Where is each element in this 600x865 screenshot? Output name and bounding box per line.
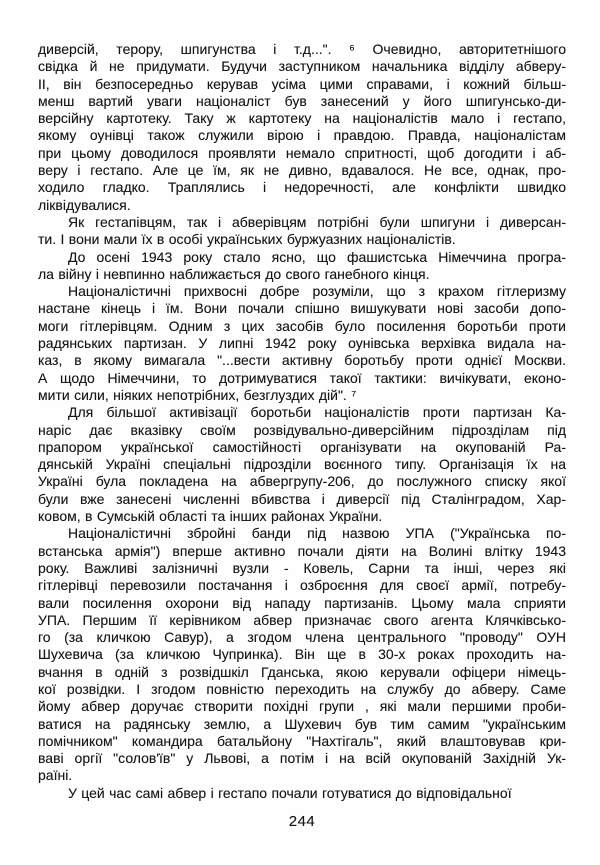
text-line: ватися на радянську землю, а Шухевич був тим самим "українським (38, 715, 566, 732)
text-line: УПА. Першим її керівником абвер призначає свого агента Клячківсько- (38, 611, 566, 628)
paragraph (38, 283, 566, 404)
text-line: Україні була покладена на абвергрупу-206, до послужного списку якої (38, 473, 566, 490)
text-line: Націоналістичні прихвосні добре розуміли, що з крахом гітлеризму (68, 283, 566, 300)
text-line: прапором української самостійності організувати на окупованій Ра- (38, 438, 566, 455)
text-line: версійну картотеку. Таку ж картотеку на націоналістів мало і гестапо, (38, 110, 566, 127)
paragraph (38, 525, 566, 784)
page-number: 244 (288, 813, 316, 831)
text-line: вчання в одній з розвідшкіл Гданська, якою керували офіцери німець- (38, 663, 566, 680)
text-line: моги гітлерівцям. Одним з цих засобів було посилення боротьби проти (38, 317, 566, 334)
text-line: радянських партизан. У липні 1942 року оунівська верхівка видала на- (38, 335, 566, 352)
text-line: якому оунівці також служили вірою і правдою. Правда, націоналістам (38, 127, 566, 144)
text-line: Націоналістичні збройні банди під назвою УПА ("Українська по- (68, 525, 566, 542)
text-line: кої розвідки. І згодом повністю переходить на службу до абверу. Саме (38, 680, 566, 697)
text-line: ковом, в Сумській області та інших районах України. (38, 508, 383, 525)
text-line: ІІ, він безпосередньо керував усіма цими справами, і кожний більш- (38, 75, 566, 92)
paragraph (38, 214, 566, 249)
text-line: вали посилення охорони від нападу партизанів. Цьому мала сприяти (38, 594, 566, 611)
text-line: року. Важливі залізничні вузли - Ковель, Сарни та інші, через які (38, 559, 566, 576)
paragraph (38, 249, 566, 284)
text-line: го (за кличкою Савур), а згодом члена центрального "проводу" ОУН (38, 629, 566, 646)
text-line: раїні. (38, 767, 73, 784)
text-line: ходило гладко. Траплялись і недоречності, але конфлікти швидко (38, 179, 566, 196)
text-line: А щодо Німеччини, то дотримуватися такої тактики: вичікувати, еконо- (38, 369, 566, 386)
text-line: наріс дає вказівку своїм розвідувально-диверсійним підрозділам під (38, 421, 566, 438)
text-line: Для більшої активізації боротьби націоналістів проти партизан Ка- (68, 404, 566, 421)
text-line: менш вартий уваги націоналіст був занесений у його шпигунсько-ди- (38, 92, 566, 109)
text-line: настане кінець і їм. Вони почали спішно вишукувати нові засоби допо- (38, 300, 566, 317)
text-line: каз, в якому вимагала "...вести активну боротьбу проти однієї Москви. (38, 352, 566, 369)
text-line: встанська армія") вперше активно почали діяти на Волині влітку 1943 (38, 542, 566, 559)
text-line: свідка й не придумати. Будучи заступником начальника відділу абверу- (38, 58, 566, 75)
text-line: при цьому доводилося проявляти немало спритності, щоб догодити і аб- (38, 144, 566, 161)
paragraph (38, 785, 566, 802)
text-line: дянській Україні спеціальні підрозділи воєнного типу. Організація їх на (38, 456, 566, 473)
text-line: йому абвер доручає створити похідні групи , які мали першими проби- (38, 698, 566, 715)
text-line: Як гестапівцям, так і абверівцям потрібні були шпигуни і диверсан- (68, 213, 566, 230)
text-line: ла війну і невпинно наближається до свого ганебного кінця. (38, 265, 430, 282)
text-line: були вже занесені численні вбивства і диверсії під Сталінградом, Хар- (38, 490, 566, 507)
text-line: До осені 1943 року стало ясно, що фашистська Німеччина програ- (68, 248, 566, 265)
text-line: ліквідувалися. (38, 196, 131, 213)
text-line: гітлерівці перевозили постачання і озброєння для своєї армії, потребу- (38, 577, 566, 594)
paragraphs (38, 41, 566, 802)
text-line: ваві оргії "солов'їв" у Львові, а потім і на всій окупованій Західній Ук- (38, 750, 566, 767)
text-line: помічником" командира батальйону "Нахтігаль", який влаштовував кри- (38, 732, 566, 749)
text-line: Шухевича (за кличкою Чупринка). Він ще в 30-х роках проходить на- (38, 646, 566, 663)
text-line: У цей час самі абвер і гестапо почали готуватися до відповідальної (68, 784, 512, 801)
text-line: мити сили, ніяких непотрібних, безглуздих дій". ⁷ (38, 386, 357, 403)
paragraph (38, 41, 566, 214)
text-line: веру і гестапо. Але це їм, як не дивно, вдавалося. Не все, однак, про- (38, 162, 566, 179)
text-line: ти. І вони мали їх в особі українських буржуазних націоналістів. (38, 231, 456, 248)
paragraph (38, 404, 566, 525)
text-block (38, 41, 566, 830)
text-line: диверсій, терору, шпигунства і т.д...". ⁶ Очевидно, авторитетнішого (38, 41, 566, 57)
